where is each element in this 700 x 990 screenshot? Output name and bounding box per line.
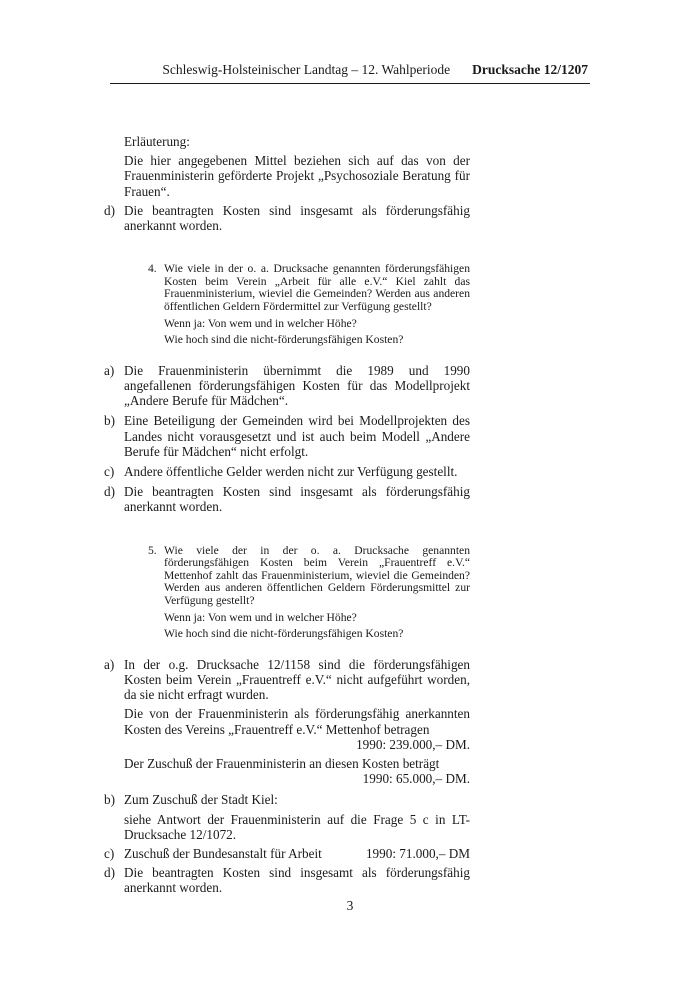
item-label: d) — [104, 865, 115, 881]
item-text: Die beantragten Kosten sind insgesamt als förderungsfähig anerkannt worden. — [124, 484, 470, 515]
page-content — [104, 134, 470, 896]
page-header — [110, 62, 588, 78]
item-label: c) — [104, 464, 115, 479]
amount-value: 1990: 239.000,– DM. — [356, 736, 470, 752]
amount-value: 1990: 65.000,– DM. — [362, 771, 470, 787]
explanation-label: Erläuterung: — [124, 134, 190, 149]
answer-item — [104, 363, 470, 409]
answer-paragraph: Die von der Frauenministerin als förderungsfähig anerkannten Kosten des Vereins „Frauentreff e.V.“ Mettenhof betragen — [124, 706, 470, 737]
item-text: Die beantragten Kosten sind insgesamt als förderungsfähig anerkannt worden. — [124, 865, 470, 896]
question-text: Wie viele in der o. a. Drucksache genannten förderungsfähigen Kosten beim Verein „Arbeit für alle e.V.“ Kiel zahlt das Frauenministerium, wieviel die Gemeinden? Werden aus anderen öffentlichen Geldern Fördermittel zur Verfügung gestellt? — [164, 262, 470, 313]
item-text: Zum Zuschuß der Stadt Kiel: — [124, 792, 278, 808]
header-doc-number: Drucksache 12/1207 — [472, 62, 588, 77]
question-4 — [148, 263, 470, 347]
item-label: a) — [104, 656, 115, 672]
answer-item — [104, 846, 470, 861]
item-text: Eine Beteiligung der Gemeinden wird bei Modellprojekten des Landes nicht vorausgesetzt und ist auch beim Modell „Andere Berufe für Mädchen“ nicht erfolgt. — [124, 413, 470, 459]
question-number: 5. — [148, 543, 157, 557]
item-label: d) — [104, 484, 115, 500]
answer-paragraph: siehe Antwort der Frauenministerin auf die Frage 5 c in LT-Drucksache 12/1072. — [124, 811, 470, 842]
question-sub: Wie hoch sind die nicht-förderungsfähigen Kosten? — [164, 333, 404, 347]
page-number: 3 — [346, 898, 354, 913]
item-label: c) — [104, 846, 115, 861]
answer-item — [104, 464, 470, 479]
answer-item — [104, 792, 470, 807]
item-label: d) — [104, 202, 115, 218]
answers-5 — [104, 657, 470, 896]
answer-item — [104, 413, 470, 459]
amount-value: 1990: 71.000,– DM — [365, 846, 470, 861]
question-number: 4. — [148, 262, 157, 276]
item-label: a) — [104, 362, 115, 378]
header-title: Schleswig-Holsteinischer Landtag – 12. Wahlperiode — [162, 62, 451, 77]
item-text: In der o.g. Drucksache 12/1158 sind die förderungsfähigen Kosten beim Verein „Frauentreff e.V.“ nicht aufgeführt worden, da sie nicht erfragt wurden. — [124, 656, 470, 703]
item-label: b) — [104, 413, 115, 429]
item-text: Die Frauenministerin übernimmt die 1989 und 1990 angefallenen förderungsfähigen Kosten für das Modellprojekt „Andere Berufe für Mädchen“. — [124, 362, 470, 409]
answer-item — [104, 657, 470, 703]
item-label: b) — [104, 792, 115, 808]
answer-item — [104, 203, 470, 233]
answer-item — [104, 865, 470, 895]
answer-paragraph: Der Zuschuß der Frauenministerin an diesen Kosten beträgt — [124, 755, 440, 771]
answers-4 — [104, 363, 470, 515]
question-5 — [148, 545, 470, 641]
item-text: Die beantragten Kosten sind insgesamt als förderungsfähig anerkannt worden. — [124, 202, 470, 234]
question-text: Wie viele der in der o. a. Drucksache genannten förderungsfähigen Kosten beim Verein „Frauentreff e.V.“ Mettenhof zahlt das Frauenministerium, wieviel die Gemeinden? Werden aus anderen öffentlichen Geldern Förderungsmittel zur Verfügung gestellt? — [164, 543, 470, 607]
question-sub: Wenn ja: Von wem und in welcher Höhe? — [164, 316, 357, 330]
item-text: Zuschuß der Bundesanstalt für Arbeit — [124, 846, 322, 861]
explanation-text: Die hier angegebenen Mittel beziehen sich auf das von der Frauenministerin geförderte Projekt „Psychosoziale Beratung für Frauen“. — [124, 153, 470, 199]
answer-item — [104, 484, 470, 514]
item-text: Andere öffentliche Gelder werden nicht zur Verfügung gestellt. — [124, 464, 458, 479]
question-sub: Wenn ja: Von wem und in welcher Höhe? — [164, 610, 357, 624]
question-sub: Wie hoch sind die nicht-förderungsfähigen Kosten? — [164, 627, 404, 641]
header-rule — [110, 83, 590, 84]
